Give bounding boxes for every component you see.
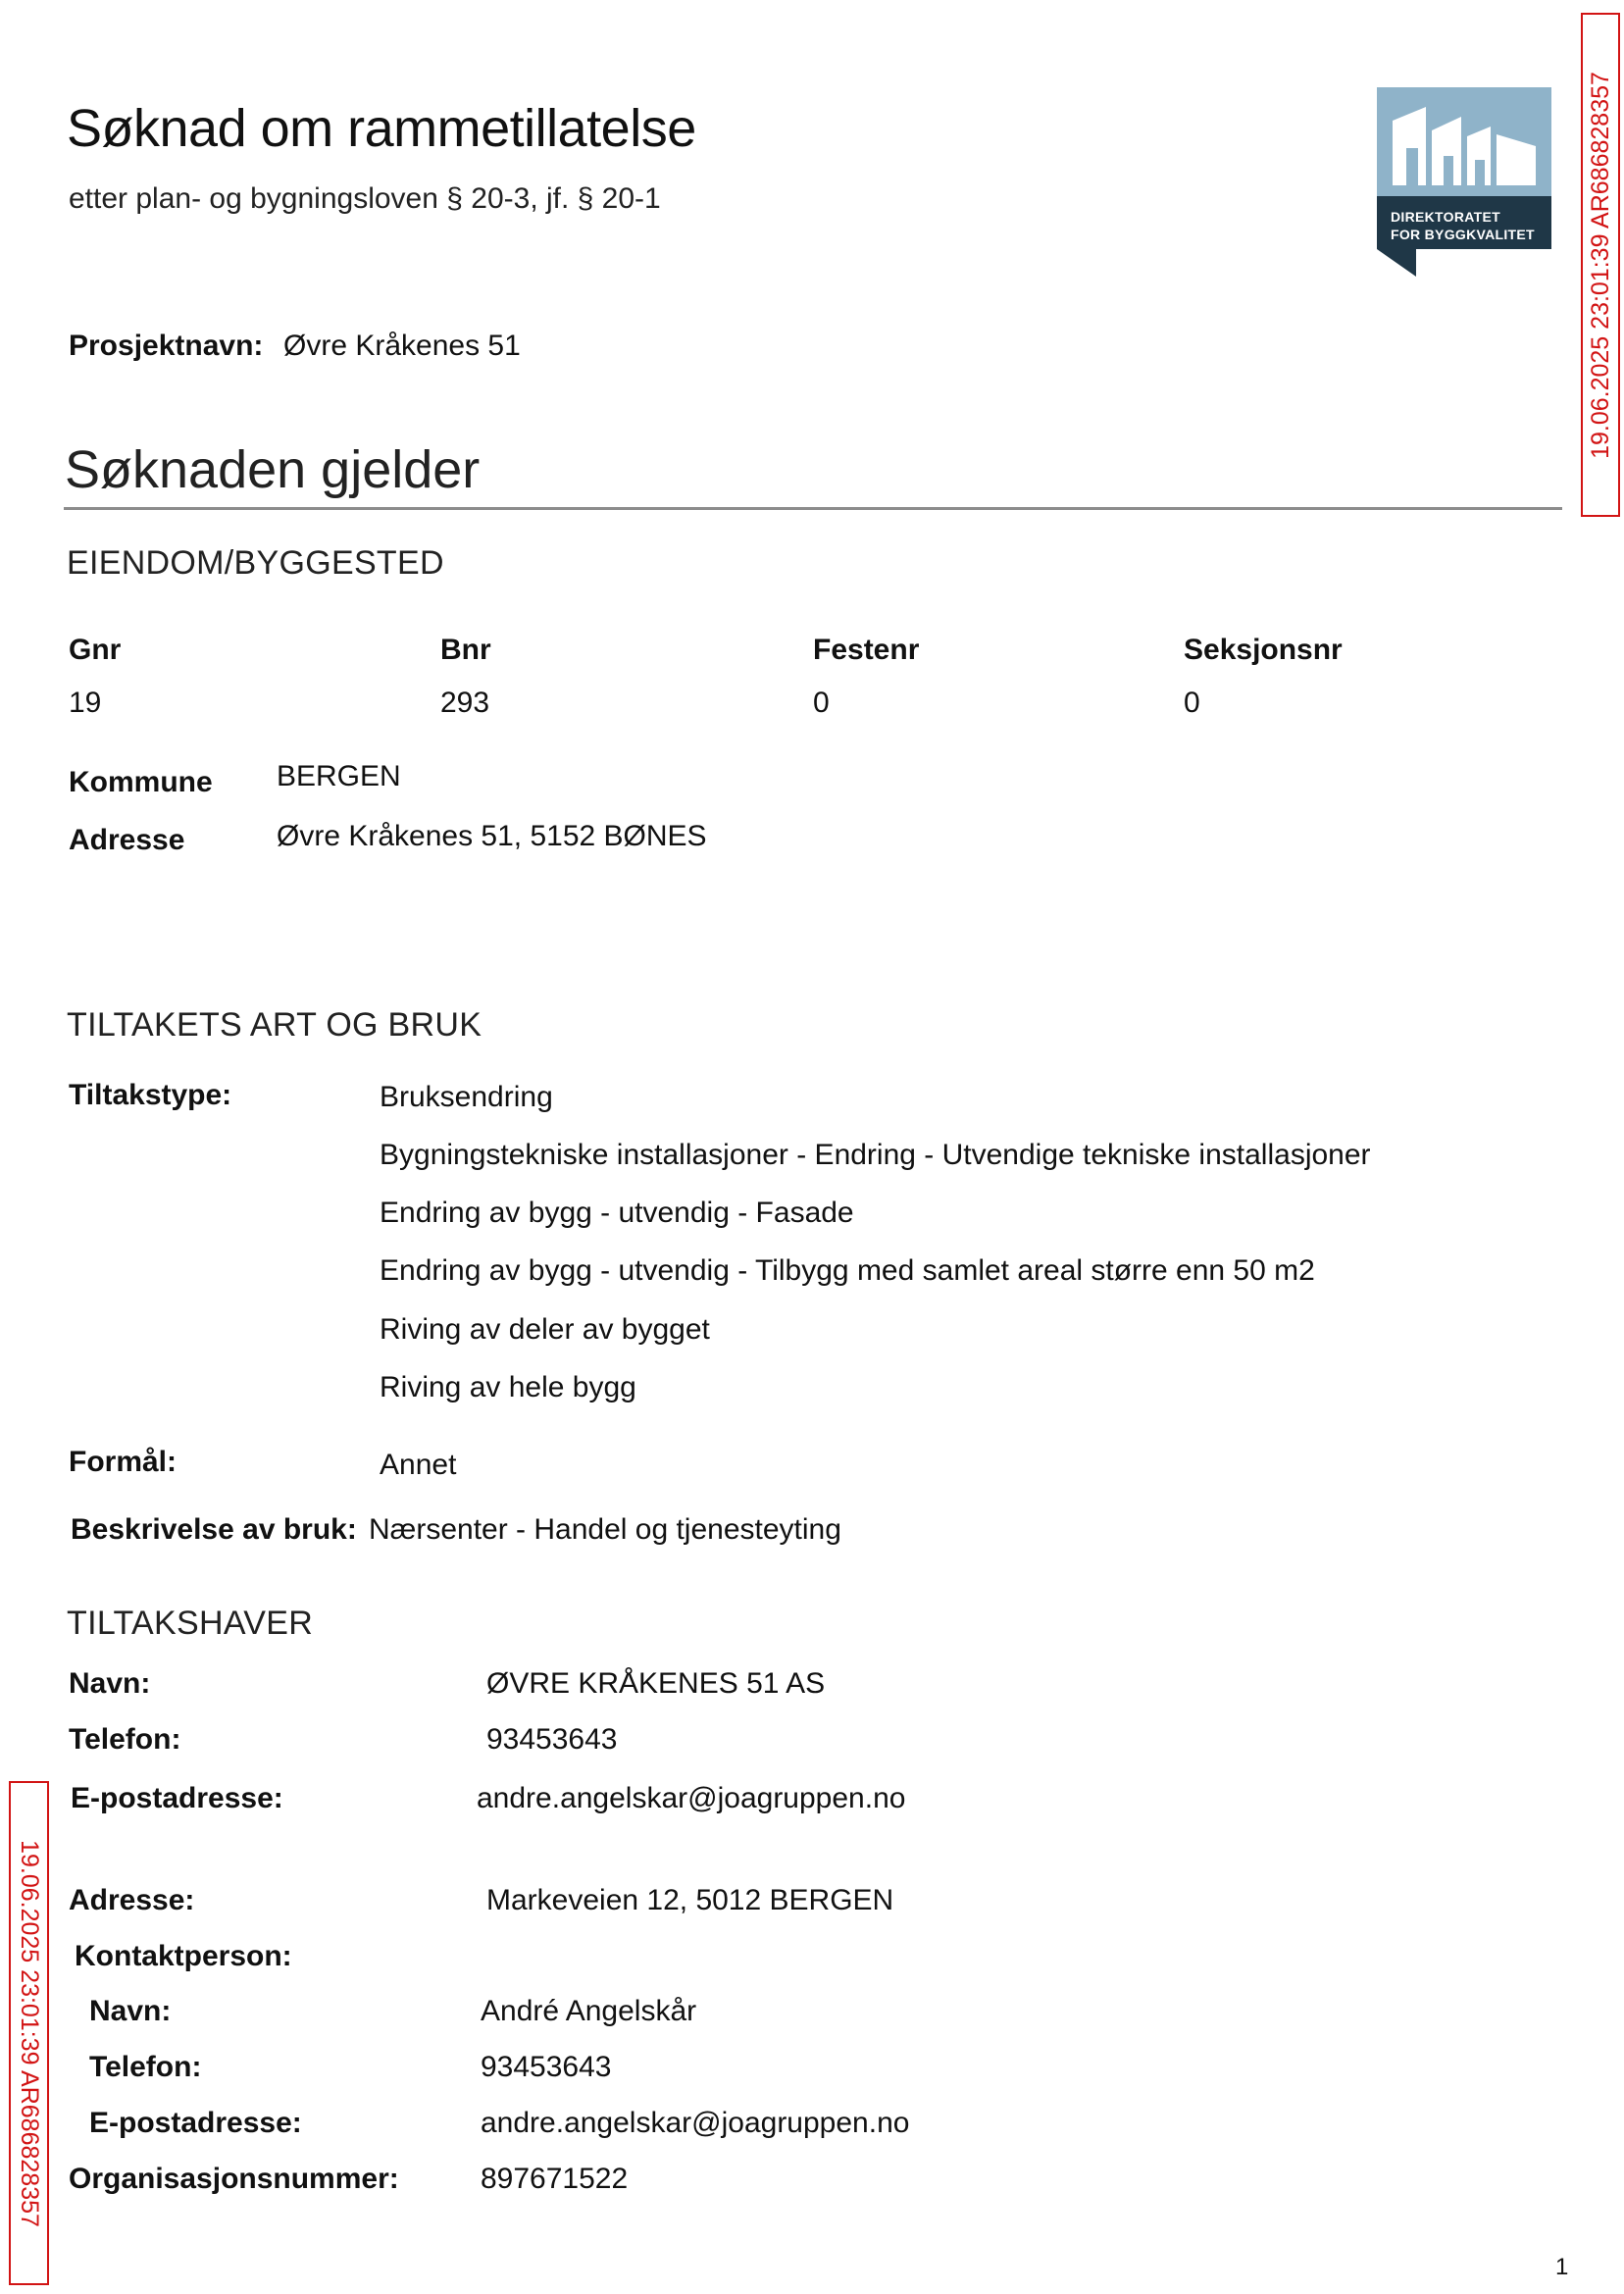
use-label: Beskrivelse av bruk: xyxy=(71,1513,357,1546)
measure-heading: TILTAKETS ART OG BRUK xyxy=(67,1006,482,1044)
stamp-text: 19.06.2025 23:01:39 AR686828357 xyxy=(1586,71,1614,459)
applicant-heading: TILTAKSHAVER xyxy=(67,1605,314,1642)
adresse-value: Øvre Kråkenes 51, 5152 BØNES xyxy=(277,820,707,852)
measure-type-item: Bruksendring xyxy=(380,1081,553,1113)
applicant-name-label: Navn: xyxy=(69,1667,151,1700)
logo-text-line2: FOR BYGGKVALITET xyxy=(1391,227,1535,242)
property-heading: EIENDOM/BYGGESTED xyxy=(67,544,444,582)
measure-type-item: Endring av bygg - utvendig - Tilbygg med samlet areal større enn 50 m2 xyxy=(380,1254,1315,1287)
section-divider xyxy=(64,507,1562,510)
timestamp-stamp-right xyxy=(1581,13,1620,517)
measure-type-item: Bygningstekniske installasjoner - Endring - Utvendige tekniske installasjoner xyxy=(380,1139,1371,1171)
project-value: Øvre Kråkenes 51 xyxy=(283,330,521,362)
logo-graphic xyxy=(1377,87,1551,277)
applicant-phone-label: Telefon: xyxy=(69,1723,181,1756)
bnr-value: 293 xyxy=(440,687,490,719)
applicant-address-label: Adresse: xyxy=(69,1884,195,1916)
document-title: Søknad om rammetillatelse xyxy=(67,99,696,158)
measure-type-label: Tiltakstype: xyxy=(69,1079,232,1111)
contact-name-value: André Angelskår xyxy=(481,1995,697,2027)
applicant-name-value: ØVRE KRÅKENES 51 AS xyxy=(486,1667,826,1700)
bnr-label: Bnr xyxy=(440,634,491,666)
purpose-label: Formål: xyxy=(69,1446,178,1478)
dibk-logo xyxy=(1377,87,1551,277)
measure-type-item: Riving av hele bygg xyxy=(380,1371,636,1403)
contact-email-value: andre.angelskar@joagruppen.no xyxy=(481,2107,910,2139)
kommune-label: Kommune xyxy=(69,766,213,798)
festenr-label: Festenr xyxy=(813,634,920,666)
stamp-text: 19.06.2025 23:01:39 AR686828357 xyxy=(16,1839,43,2227)
org-number-label: Organisasjonsnummer: xyxy=(69,2163,399,2195)
kommune-value: BERGEN xyxy=(277,760,401,792)
timestamp-stamp-left xyxy=(9,1781,49,2285)
applicant-email-value: andre.angelskar@joagruppen.no xyxy=(477,1782,906,1814)
purpose-value: Annet xyxy=(380,1449,457,1481)
org-number-value: 897671522 xyxy=(481,2163,629,2195)
applicant-address-value: Markeveien 12, 5012 BERGEN xyxy=(486,1884,894,1916)
applicant-email-label: E-postadresse: xyxy=(71,1782,283,1814)
document-subtitle: etter plan- og bygningsloven § 20-3, jf. § 20-1 xyxy=(69,182,661,215)
seksjonsnr-value: 0 xyxy=(1184,687,1200,719)
page-number: 1 xyxy=(1555,2254,1569,2280)
logo-text-line1: DIREKTORATET xyxy=(1391,209,1500,225)
applicant-phone-value: 93453643 xyxy=(486,1723,618,1756)
measure-type-item: Riving av deler av bygget xyxy=(380,1313,710,1346)
use-value: Nærsenter - Handel og tjenesteyting xyxy=(369,1513,841,1546)
gnr-label: Gnr xyxy=(69,634,122,666)
project-label: Prosjektnavn: xyxy=(69,330,264,362)
gnr-value: 19 xyxy=(69,687,102,719)
measure-type-item: Endring av bygg - utvendig - Fasade xyxy=(380,1197,854,1229)
contact-email-label: E-postadresse: xyxy=(89,2107,302,2139)
seksjonsnr-label: Seksjonsnr xyxy=(1184,634,1343,666)
contact-name-label: Navn: xyxy=(89,1995,172,2027)
festenr-value: 0 xyxy=(813,687,830,719)
contact-person-label: Kontaktperson: xyxy=(75,1940,292,1972)
adresse-label: Adresse xyxy=(69,824,185,856)
section-title: Søknaden gjelder xyxy=(65,440,481,499)
contact-phone-value: 93453643 xyxy=(481,2051,612,2083)
contact-phone-label: Telefon: xyxy=(89,2051,202,2083)
